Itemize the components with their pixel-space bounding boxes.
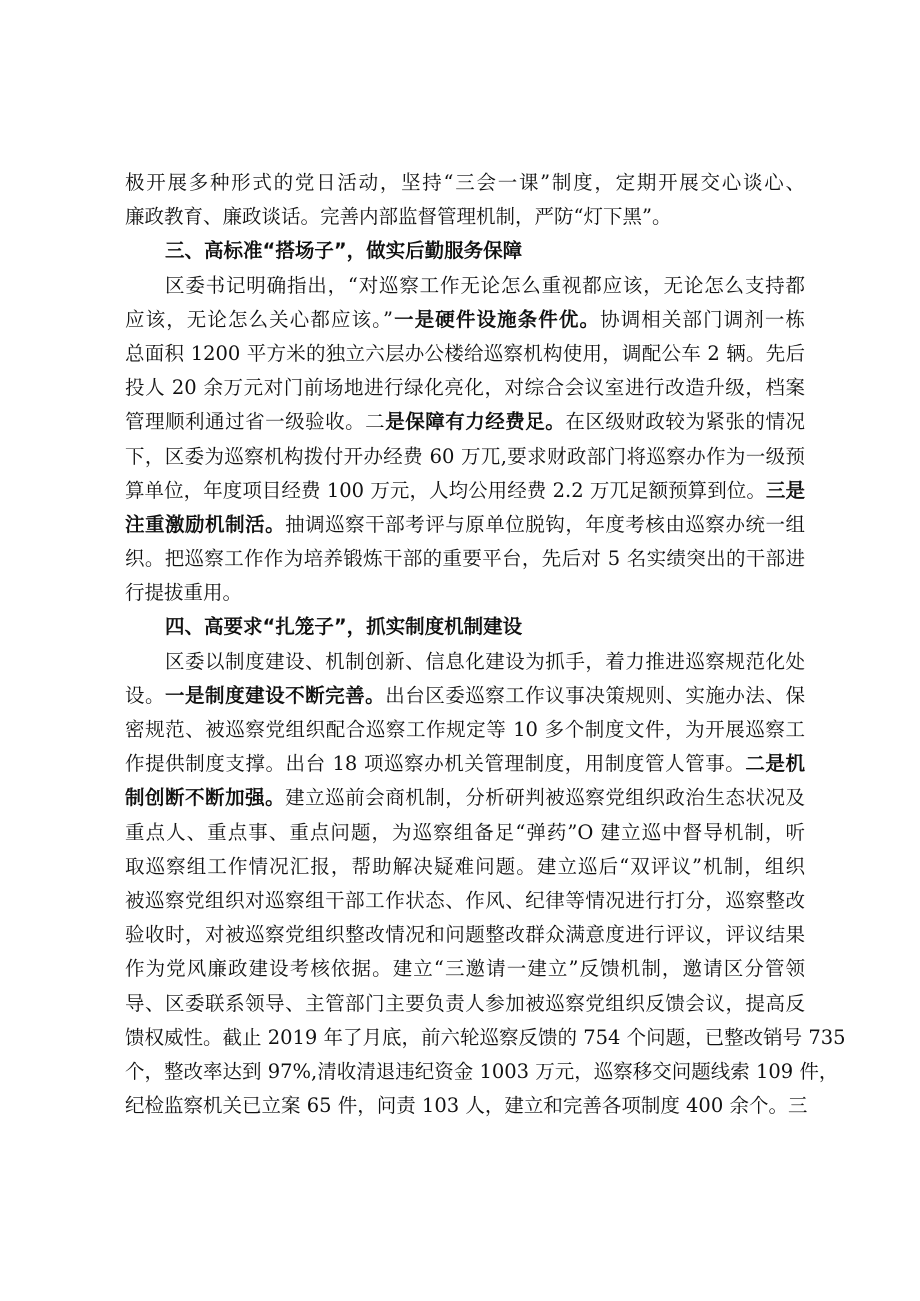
paragraph-1-line-2: 廉政教育、廉政谈话。完善内部监督管理机制，严防“灯下黑”。	[125, 205, 672, 229]
paragraph-2-line-8-bold: 注重激励机制活。	[125, 512, 286, 536]
paragraph-3-line-8: 被巡察党组织对巡察组干部工作状态、作风、纪律等情况进行打分，巡察整改	[125, 888, 805, 912]
paragraph-3-line-14: 纪检监察机关已立案 65 件，问责 103 人，建立和完善各项制度 400 余个。三	[125, 1094, 808, 1118]
paragraph-2-line-2-text-a: 应该，无论怎么关心都应该。”	[125, 307, 393, 331]
paragraph-1-line-1: 极开展多种形式的党日活动，坚持“三会一课”制度，定期开展交心谈心、	[125, 171, 805, 194]
paragraph-2-line-8-text-b: 抽调巡察干部考评与原单位脱钩，年度考核由巡察办统一组	[285, 512, 805, 536]
paragraph-2-line-8	[125, 508, 805, 542]
paragraph-3-line-2-bold: 一是制度建设不断完善。	[165, 683, 386, 707]
paragraph-2-line-3: 总面积 1200 平方米的独立六层办公楼给巡察机构使用，调配公车 2 辆。先后	[125, 341, 805, 365]
paragraph-2-line-4: 投人 20 余万元对门前场地进行绿化亮化，对综合会议室进行改造升级，档案	[125, 376, 805, 400]
paragraph-2-line-10: 行提拔重用。	[125, 581, 243, 605]
paragraph-3-line-13: 个，整改率达到 97%,清收清退违纪资金 1003 万元，巡察移交问题线索 109 件，	[125, 1059, 839, 1083]
paragraph-2-line-2	[125, 303, 805, 337]
body-text	[125, 166, 846, 1123]
paragraph-2-line-2-bold: 一是硬件设施条件优。	[393, 307, 601, 331]
paragraph-3-line-6: 重点人、重点事、重点问题，为巡察组备足“弹药”O 建立巡中督导机制，听	[125, 820, 805, 844]
paragraph-3-line-2-text-a: 设。	[125, 683, 166, 707]
paragraph-2-line-7-bold: 三是	[765, 478, 805, 502]
paragraph-2-line-5-bold: 是保障有力经费足。	[385, 410, 566, 434]
paragraph-3-line-4-bold: 二是机	[745, 752, 805, 776]
paragraph-3-line-4	[125, 747, 805, 781]
paragraph-2-line-6: 下，区委为巡察机构拨付开办经费 60 万兀,要求财政部门将巡察办作为一级预	[125, 444, 805, 468]
paragraph-3-line-10: 作为党风廉政建设考核依据。建立“三邀请一建立”反馈机制，邀请区分管领	[125, 957, 805, 981]
paragraph-2-line-7-text-a: 算单位，年度项目经费 100 万元，人均公用经费 2.2 万兀足额预算到位。	[125, 478, 766, 502]
paragraph-2-line-2-text-c: 协调相关部门调剂一栋	[600, 307, 805, 331]
paragraph-2-line-7	[125, 474, 805, 508]
paragraph-2-line-1: 区委书记明确指出，“对巡察工作无论怎么重视都应该，无论怎么支持都	[165, 273, 805, 297]
paragraph-3-line-11: 导、区委联系领导、主管部门主要负责人参加被巡察党组织反馈会议，提高反	[125, 991, 805, 1015]
section-heading-3: 三、高标准“搭场子”，做实后勤服务保障	[165, 239, 523, 263]
paragraph-3-line-3: 密规范、被巡察党组织配合巡察工作规定等 10 多个制度文件，为开展巡察工	[125, 718, 805, 741]
paragraph-3-line-7: 取巡察组工作情况汇报，帮助解决疑难问题。建立巡后“双评议”机制，组织	[125, 854, 805, 878]
paragraph-2-line-9: 织。把巡察工作作为培养锻炼干部的重要平台，先后对 5 名实绩突出的干部进	[125, 547, 805, 571]
paragraph-2-line-5	[125, 405, 805, 439]
paragraph-3-line-12: 馈权威性。截止 2019 年了月底，前六轮巡察反馈的 754 个问题，已整改销号 735	[125, 1025, 846, 1049]
paragraph-3-line-2	[125, 679, 805, 713]
paragraph-3-line-5-bold: 制创断不断加强。	[125, 786, 286, 810]
section-heading-4: 四、高要求“扎笼子”，抓实制度机制建设	[165, 615, 523, 639]
paragraph-2-line-5-text-a: 管理顺利通过省一级验收。二	[125, 410, 386, 434]
paragraph-3-line-4-text-a: 作提供制度支撑。出台 18 项巡察办机关管理制度，用制度管人管事。	[125, 752, 746, 776]
paragraph-3-line-5-text-b: 建立巡前会商机制，分析研判被巡察党组织政治生态状况及	[285, 786, 805, 810]
paragraph-3-line-1: 区委以制度建设、机制创新、信息化建设为抓手，着力推进巡察规范化处	[165, 649, 805, 673]
paragraph-3-line-2-text-c: 出台区委巡察工作议事决策规则、实施办法、保	[385, 683, 805, 707]
paragraph-2-line-5-text-c: 在区级财政较为紧张的情况	[565, 410, 805, 434]
paragraph-3-line-9: 验收时，对被巡察党组织整改情况和问题整改群众满意度进行评议，评议结果	[125, 923, 805, 947]
paragraph-3-line-5	[125, 781, 805, 815]
